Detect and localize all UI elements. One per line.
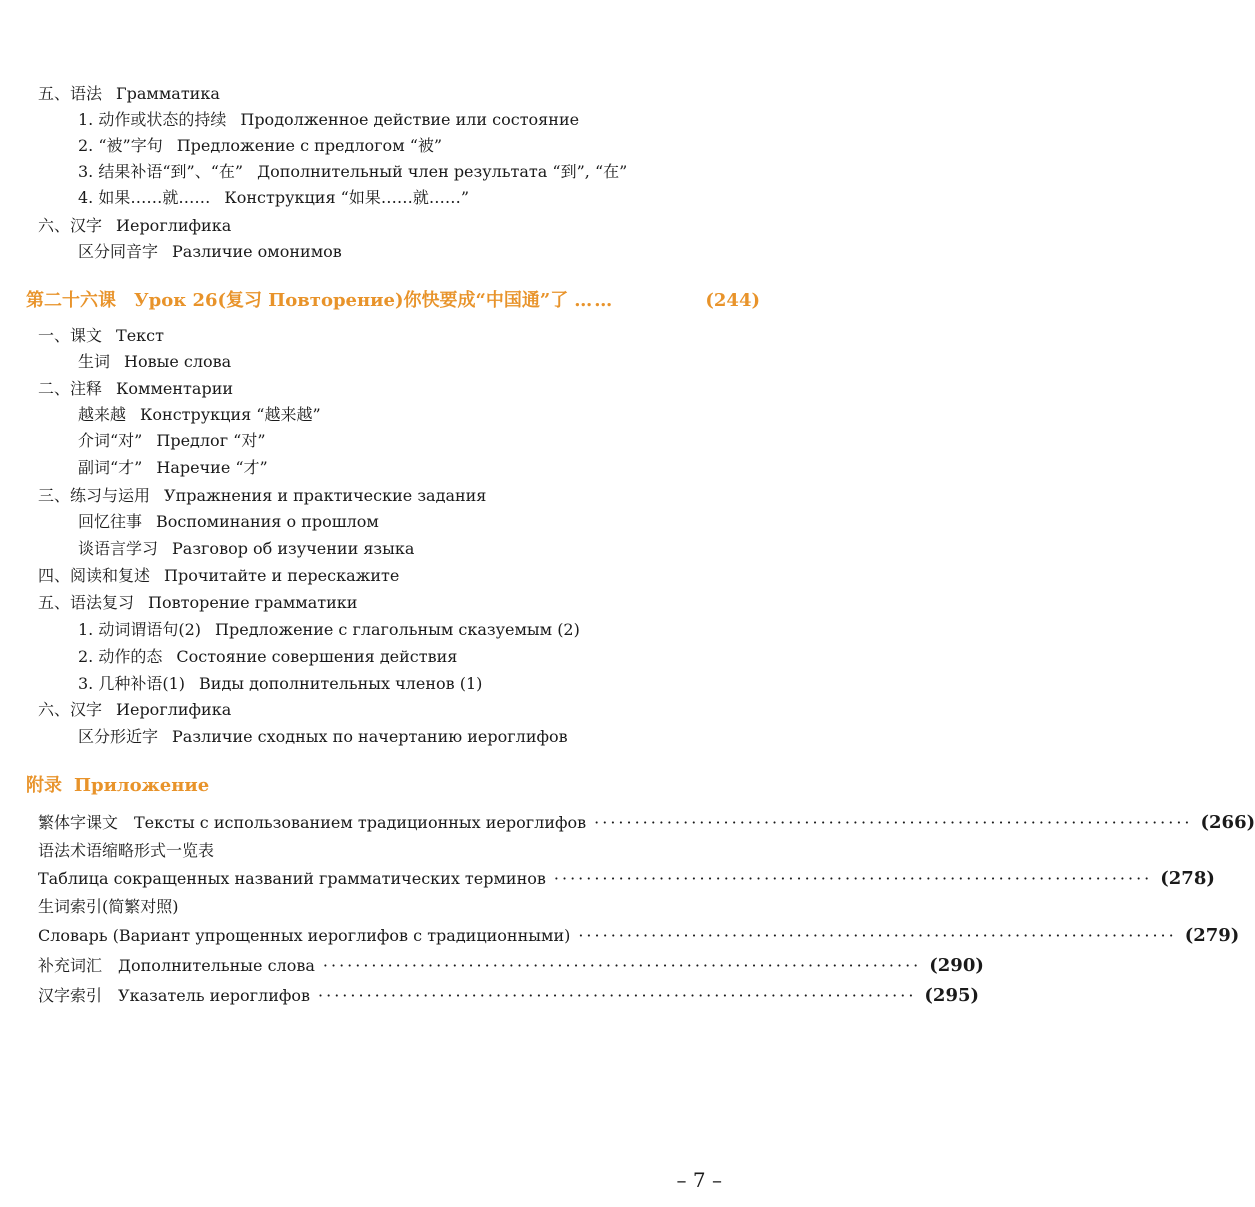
item-ru: Дополнительный член результата “到”, “在” [257,162,628,181]
section-zh: 六、汉字 [38,700,103,719]
toc-item [0,136,800,156]
item-zh: 生词 [78,352,111,371]
page-footer-number: – 7 – [676,1168,722,1192]
section-ru: Прочитайте и перескажите [164,566,400,585]
appendix-entry-pre [38,841,800,861]
page-number: (279) [1184,925,1240,946]
item-ru: Состояние совершения действия [176,647,458,666]
toc-item [0,162,800,182]
appendix-entry[interactable] [38,925,1240,946]
appendix-entry-pre [38,897,800,917]
page-number: (278) [1160,868,1215,889]
toc-item [0,727,800,747]
item-zh: 2. “被”字句 [78,136,163,155]
toc-item [0,431,800,451]
appendix-entry[interactable] [38,868,1215,889]
item-zh: 副词“才” [78,458,143,477]
toc-item [0,647,800,667]
section-zh: 五、语法复习 [38,593,135,612]
leader-dots: ·········································································· [322,956,922,975]
appendix-entry[interactable] [38,955,984,976]
page-number: (244) [705,290,760,311]
section-ru: Иероглифика [116,216,232,235]
toc-section [0,566,800,586]
leader-dots: ·········································································· [594,813,1193,832]
lesson-title: 第二十六课 Урок 26(复习 Повторение)你快要成“中国通”了 [26,290,569,311]
item-ru: Новые слова [124,352,232,371]
page-number: (290) [929,955,984,976]
entry-zh: 生词索引(简繁对照) [38,897,179,916]
toc-section [0,486,800,506]
item-zh: 2. 动作的态 [78,647,163,666]
section-zh: 三、练习与运用 [38,486,151,505]
toc-item [0,405,800,425]
toc-item [0,674,800,694]
section-zh: 五、语法 [38,84,103,103]
item-ru: Наречие “才” [156,458,268,477]
item-zh: 1. 动词谓语句(2) [78,620,202,639]
entry-text: 繁体字课文 Тексты с использованием традиционных иероглифов [38,813,587,832]
entry-text: Таблица сокращенных названий грамматических терминов [38,869,546,888]
section-ru: Текст [116,326,164,345]
item-zh: 4. 如果……就…… [78,188,211,207]
item-zh: 3. 结果补语“到”、“在” [78,162,244,181]
item-ru: Разговор об изучении языка [172,539,415,558]
page-number: (266) [1200,812,1255,833]
appendix-ru: Приложение [74,775,210,796]
item-ru: Различие сходных по начертанию иероглифов [172,727,568,746]
section-zh: 四、阅读和复述 [38,566,151,585]
item-ru: Предложение с глагольным сказуемым (2) [215,620,580,639]
item-ru: Предложение с предлогом “被” [176,136,443,155]
section-ru: Иероглифика [116,700,232,719]
section-zh: 一、课文 [38,326,103,345]
toc-section-hanzi [0,216,800,236]
toc-section [0,593,800,613]
section-zh: 六、汉字 [38,216,103,235]
item-ru: Предлог “对” [156,431,266,450]
item-zh: 1. 动作或状态的持续 [78,110,227,129]
appendix-entry[interactable] [38,985,980,1006]
lesson-26-heading[interactable] [26,289,760,313]
toc-item [0,458,800,478]
toc-item [0,512,800,532]
entry-text: 补充词汇 Дополнительные слова [38,956,315,975]
leader-dots: ·········································································· [578,926,1177,945]
section-ru: Комментарии [116,379,234,398]
item-ru: Воспоминания о прошлом [156,512,379,531]
section-ru: Упражнения и практические задания [164,486,487,505]
item-zh: 3. 几种补语(1) [78,674,186,693]
toc-item [0,352,800,372]
item-ru: Конструкция “如果……就……” [224,188,470,207]
toc-section [0,379,800,399]
item-ru: Виды дополнительных членов (1) [199,674,483,693]
toc-section-grammar [0,84,800,104]
toc-item [0,242,800,262]
item-zh: 区分形近字 [78,727,159,746]
item-zh: 区分同音字 [78,242,159,261]
toc-item [0,110,800,130]
item-ru: Конструкция “越来越” [140,405,321,424]
item-ru: Продолженное действие или состояние [240,110,580,129]
entry-zh: 语法术语缩略形式一览表 [38,841,215,860]
toc-item [0,188,800,208]
section-ru: Грамматика [116,84,220,103]
section-ru: Повторение грамматики [148,593,358,612]
item-zh: 回忆往事 [78,512,143,531]
leader-dots: ·········································································· [553,869,1153,888]
appendix-heading[interactable] [26,774,209,798]
section-zh: 二、注释 [38,379,103,398]
page-number: (295) [924,985,980,1006]
leader-dots: …… [574,290,615,311]
appendix-zh: 附录 [26,775,62,796]
toc-section [0,700,800,720]
toc-item [0,539,800,559]
toc-section [0,326,800,346]
item-zh: 谈语言学习 [78,539,159,558]
item-zh: 越来越 [78,405,127,424]
entry-text: Словарь (Вариант упрощенных иероглифов с традиционными) [38,926,571,945]
leader-dots: ·········································································· [318,986,917,1005]
toc-item [0,620,800,640]
item-zh: 介词“对” [78,431,143,450]
item-ru: Различие омонимов [172,242,342,261]
entry-text: 汉字索引 Указатель иероглифов [38,986,311,1005]
appendix-entry[interactable] [38,812,1255,833]
